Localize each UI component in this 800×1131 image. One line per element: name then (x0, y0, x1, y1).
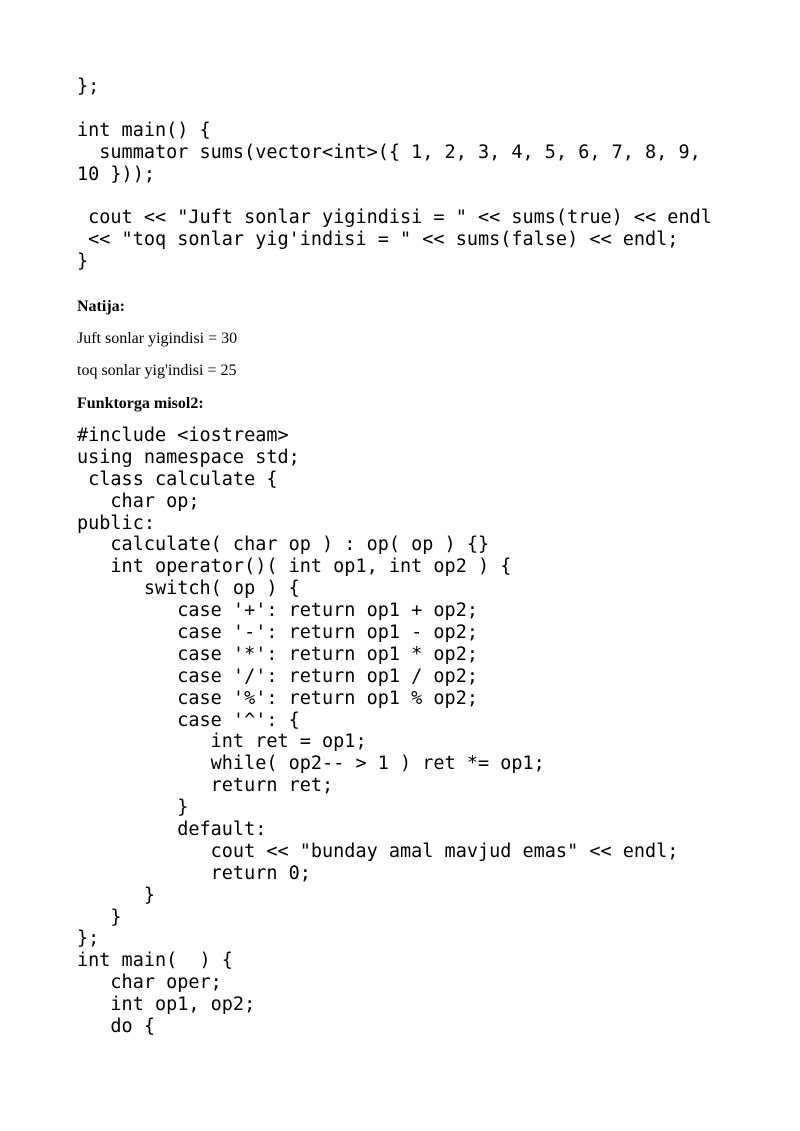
code-line: case '-': return op1 - op2; (77, 622, 478, 644)
code-line: case '^': { (77, 709, 300, 731)
code-line: } (77, 884, 155, 906)
code-line: switch( op ) { (77, 578, 300, 600)
code-block-calculate (77, 425, 678, 1038)
code-line: int op1, op2; (77, 994, 256, 1016)
result-line-even-sum: Juft sonlar yigindisi = 30 (77, 330, 238, 347)
code-line: calculate( char op ) : op( op ) {} (77, 534, 490, 556)
code-line: << "toq sonlar yig'indisi = " << sums(false) << endl; (77, 229, 679, 251)
code-line: case '*': return op1 * op2; (77, 643, 478, 665)
code-line: int operator()( int op1, int op2 ) { (77, 556, 512, 578)
code-line: default: (77, 819, 267, 841)
code-line: return 0; (77, 862, 311, 884)
code-line: case '/': return op1 / op2; (77, 665, 478, 687)
code-line: cout << "bunday amal mavjud emas" << endl; (77, 840, 679, 862)
code-line: public: (77, 512, 155, 534)
code-line: 10 })); (77, 163, 155, 185)
code-line: summator sums(vector<int>({ 1, 2, 3, 4, 5, 6, 7, 8, 9, (77, 141, 701, 163)
code-line: int ret = op1; (77, 731, 367, 753)
result-line-odd-sum: toq sonlar yig'indisi = 25 (77, 362, 237, 379)
code-block-summator (77, 76, 712, 273)
code-line: #include <iostream> (77, 425, 289, 446)
example-2-heading: Funktorga misol2: (77, 395, 204, 412)
code-line: do { (77, 1016, 155, 1038)
code-line: class calculate { (77, 468, 278, 490)
result-heading: Natija: (77, 298, 125, 315)
code-line: return ret; (77, 775, 334, 797)
code-line: int main( ) { (77, 950, 233, 972)
code-line: case '+': return op1 + op2; (77, 600, 478, 622)
code-line (77, 185, 712, 207)
code-line: cout << "Juft sonlar yigindisi = " << sums(true) << endl (77, 207, 712, 229)
code-line: case '%': return op1 % op2; (77, 687, 478, 709)
code-line: char op; (77, 490, 200, 512)
code-line: char oper; (77, 972, 222, 994)
code-line: while( op2-- > 1 ) ret *= op1; (77, 753, 545, 775)
code-line: } (77, 797, 189, 819)
code-line: } (77, 251, 89, 273)
code-line (77, 98, 712, 120)
code-line: int main() { (77, 119, 211, 141)
code-line: } (77, 906, 122, 928)
code-line: }; (77, 928, 100, 950)
code-line: using namespace std; (77, 446, 300, 468)
code-line: }; (77, 76, 100, 97)
